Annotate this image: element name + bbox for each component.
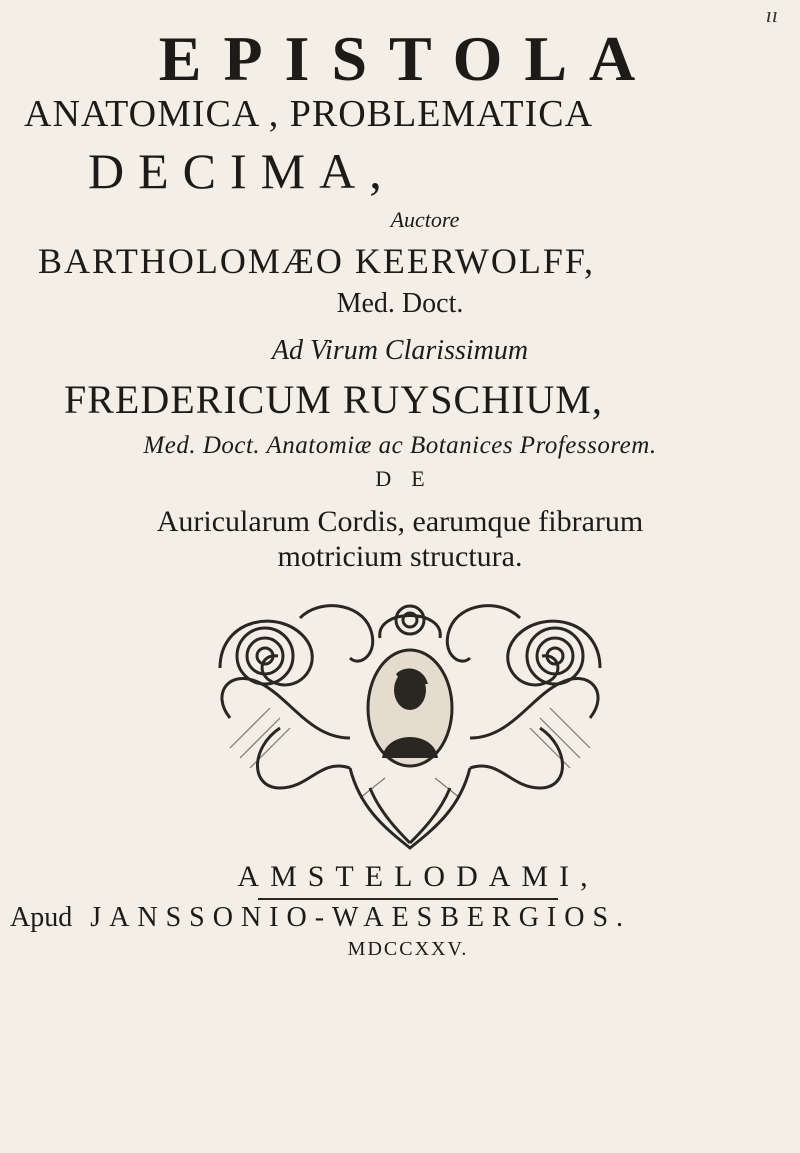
publisher-name: JANSSONIO-WAESBERGIOS. — [90, 902, 632, 933]
author-name: BARTHOLOMÆO KEERWOLFF, — [38, 241, 595, 281]
corner-mark: ıı — [765, 2, 778, 27]
dedicatee-name: FREDERICUM RUYSCHIUM, — [64, 377, 603, 422]
author-degree: Med. Doct. — [336, 288, 464, 319]
dedication-intro: Ad Virum Clarissimum — [271, 335, 529, 366]
imprint-year: MDCCXXV. — [347, 938, 469, 960]
imprint-publisher-line — [10, 902, 800, 934]
imprint-city: AMSTELODAMI, — [237, 860, 599, 893]
subject-line-1: Auricularum Cordis, earumque fibrarum — [156, 505, 644, 538]
subtitle: ANATOMICA , PROBLEMATICA — [24, 93, 594, 135]
de-label: DE — [375, 466, 445, 491]
imprint-rule — [258, 898, 558, 900]
dedicatee-position: Med. Doct. Anatomiæ ac Botanices Professorem. — [143, 432, 657, 459]
ordinal-title: DECIMA, — [88, 143, 396, 199]
printers-device-bust-with-scrollwork-icon — [210, 598, 610, 858]
auctore-label: Auctore — [390, 207, 460, 232]
subject-line-2: motricium structura. — [277, 540, 523, 573]
main-title: EPISTOLA — [158, 23, 658, 94]
apud-label: Apud — [10, 902, 73, 933]
